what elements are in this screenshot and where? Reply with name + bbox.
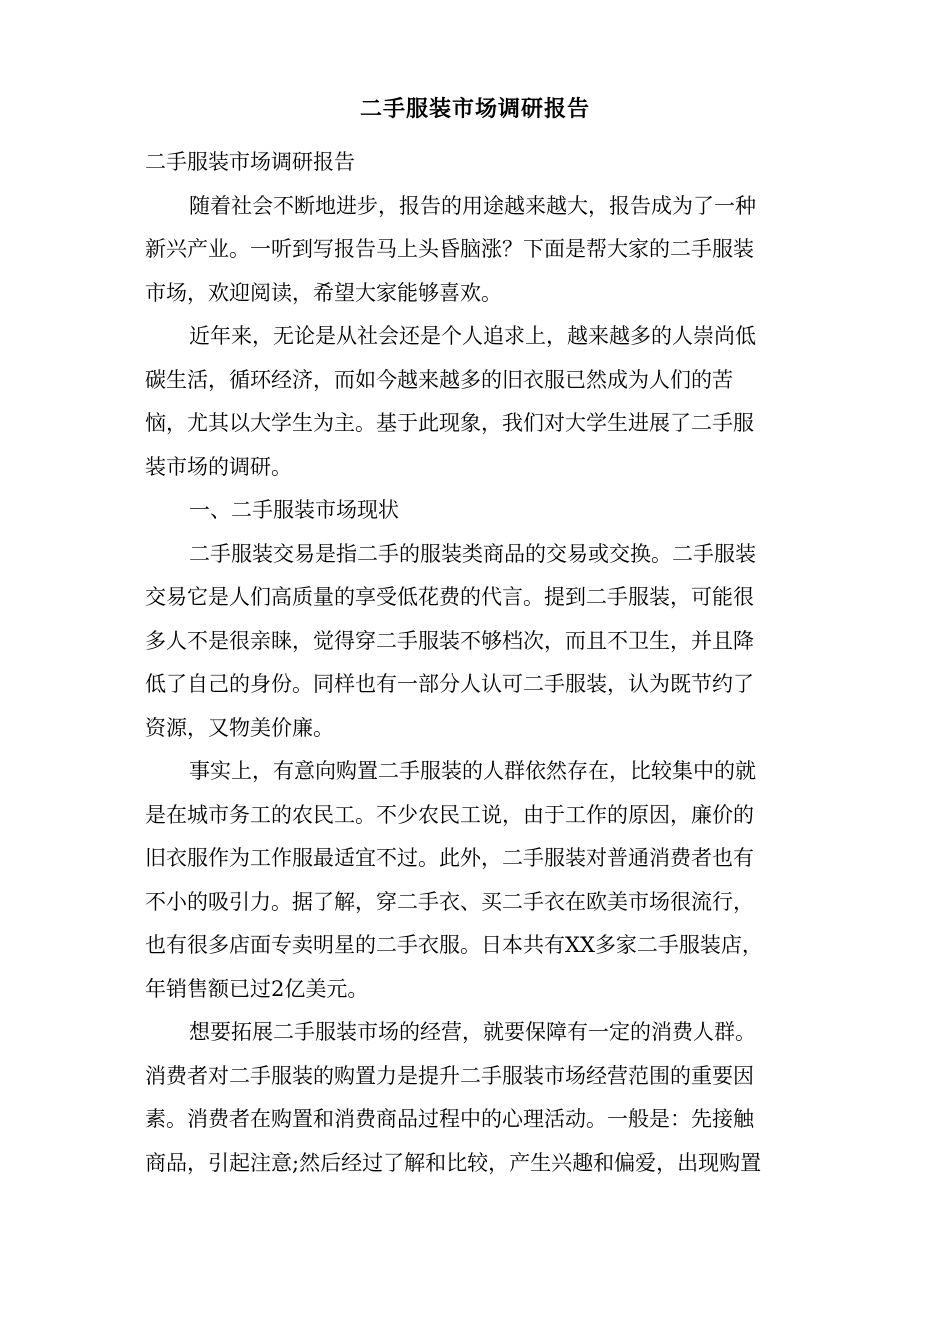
text-line: 交易它是人们高质量的享受低花费的代言。提到二手服装，可能很 <box>145 585 754 609</box>
text-line: 不小的吸引力。据了解，穿二手衣、买二手衣在欧美市场很流行， <box>145 889 754 914</box>
text-line: 多人不是很亲睐，觉得穿二手服装不够档次，而且不卫生，并且降 <box>145 628 754 653</box>
text-line: 素。消费者在购置和消费商品过程中的心理活动。一般是：先接触 <box>145 1107 754 1131</box>
text-line: 市场，欢迎阅读，希望大家能够喜欢。 <box>145 280 502 305</box>
text-line: 碳生活，循环经济，而如今越来越多的旧衣服已然成为人们的苦 <box>145 367 733 392</box>
text-line: 资源，又物美价廉。 <box>145 715 334 740</box>
text-line: 二手服装市场调研报告 <box>145 150 355 174</box>
text-line: 近年来，无论是从社会还是个人追求上，越来越多的人崇尚低 <box>189 324 756 348</box>
text-line: 新兴产业。一听到写报告马上头昏脑涨？下面是帮大家的二手服装 <box>145 237 754 261</box>
text-line: 是在城市务工的农民工。不少农民工说，由于工作的原因，廉价的 <box>145 802 754 827</box>
text-line: 也有很多店面专卖明星的二手衣服。日本共有XX多家二手服装店， <box>145 933 763 957</box>
text-line: 二手服装交易是指二手的服装类商品的交易或交换。二手服装 <box>189 541 756 566</box>
document-title: 二手服装市场调研报告 <box>359 97 590 122</box>
text-line: 一、二手服装市场现状 <box>189 498 399 522</box>
text-line: 想要拓展二手服装市场的经营，就要保障有一定的消费人群。 <box>189 1020 756 1044</box>
text-line: 消费者对二手服装的购置力是提升二手服装市场经营范围的重要因 <box>145 1063 754 1088</box>
text-line: 商品，引起注意;然后经过了解和比较，产生兴趣和偏爱，出现购置 <box>145 1150 762 1175</box>
text-line: 年销售额已过2亿美元。 <box>145 976 369 1001</box>
text-line: 恼，尤其以大学生为主。基于此现象，我们对大学生进展了二手服 <box>145 411 754 435</box>
text-line: 事实上，有意向购置二手服装的人群依然存在，比较集中的就 <box>189 759 756 783</box>
text-line: 随着社会不断地进步，报告的用途越来越大，报告成为了一种 <box>189 193 756 218</box>
text-line: 旧衣服作为工作服最适宜不过。此外，二手服装对普通消费者也有 <box>145 846 754 870</box>
text-line: 装市场的调研。 <box>145 454 292 479</box>
document-body <box>145 141 815 1185</box>
text-line: 低了自己的身份。同样也有一部分人认可二手服装，认为既节约了 <box>145 672 754 696</box>
